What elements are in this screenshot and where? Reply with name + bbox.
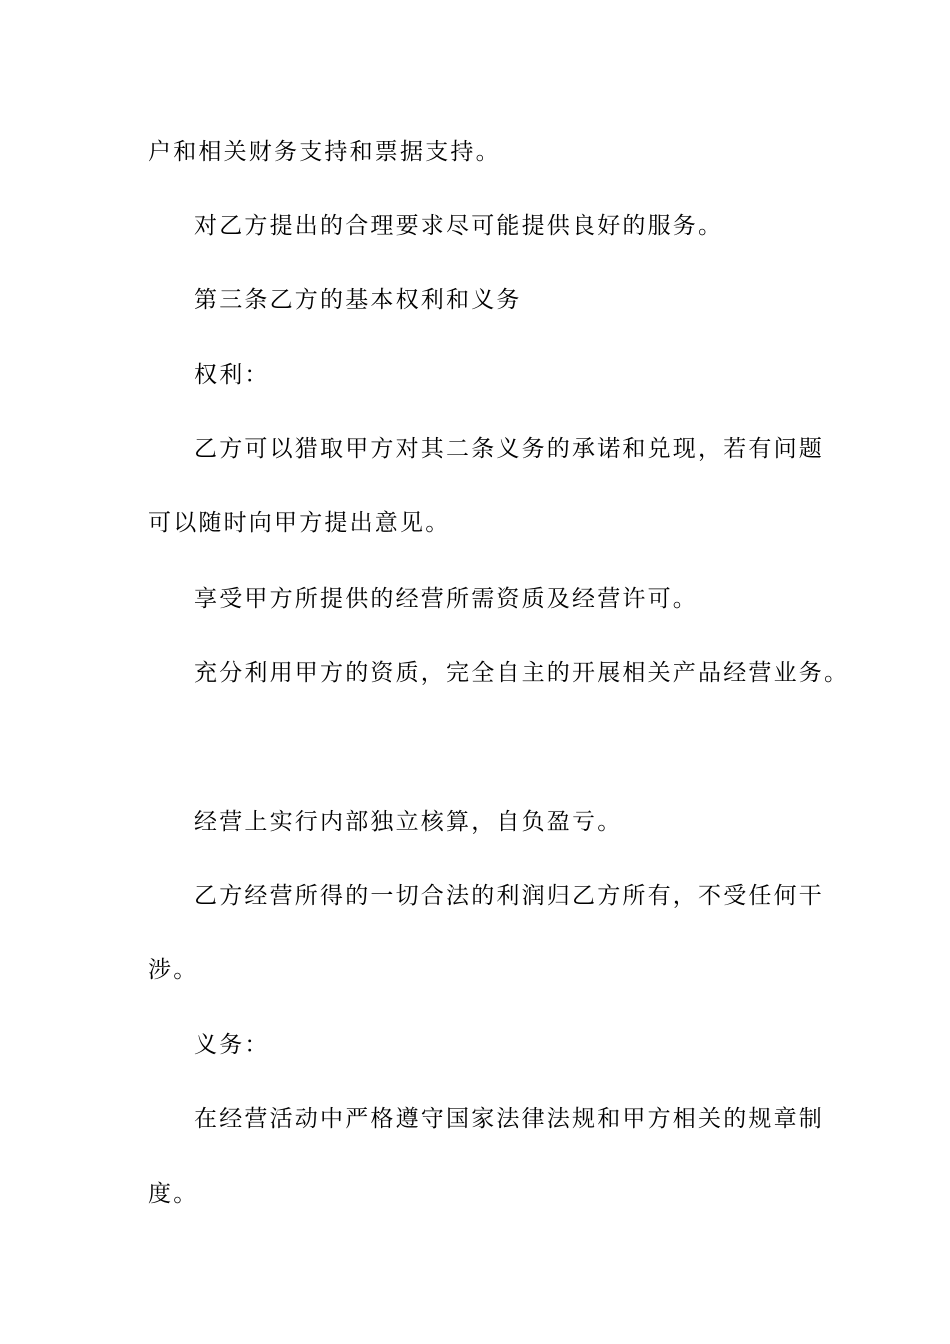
paragraph-line: 可以随时向甲方提出意见。 bbox=[148, 510, 451, 536]
section-heading: 第三条乙方的基本权利和义务 bbox=[194, 287, 522, 313]
paragraph-line: 充分利用甲方的资质，完全自主的开展相关产品经营业务。 bbox=[194, 660, 850, 686]
paragraph-line: 乙方可以猎取甲方对其二条义务的承诺和兑现，若有问题 bbox=[194, 436, 824, 462]
paragraph-line: 户和相关财务支持和票据支持。 bbox=[148, 139, 501, 165]
paragraph-line: 对乙方提出的合理要求尽可能提供良好的服务。 bbox=[194, 213, 724, 239]
subheading-rights: 权利： bbox=[194, 362, 270, 388]
paragraph-line: 经营上实行内部独立核算，自负盈亏。 bbox=[194, 809, 623, 835]
paragraph-line: 度。 bbox=[148, 1181, 199, 1207]
paragraph-line: 乙方经营所得的一切合法的利润归乙方所有，不受任何干 bbox=[194, 883, 824, 909]
subheading-obligations: 义务： bbox=[194, 1032, 270, 1058]
paragraph-line: 涉。 bbox=[148, 957, 199, 983]
paragraph-line: 在经营活动中严格遵守国家法律法规和甲方相关的规章制 bbox=[194, 1106, 824, 1132]
paragraph-line: 享受甲方所提供的经营所需资质及经营许可。 bbox=[194, 586, 698, 612]
